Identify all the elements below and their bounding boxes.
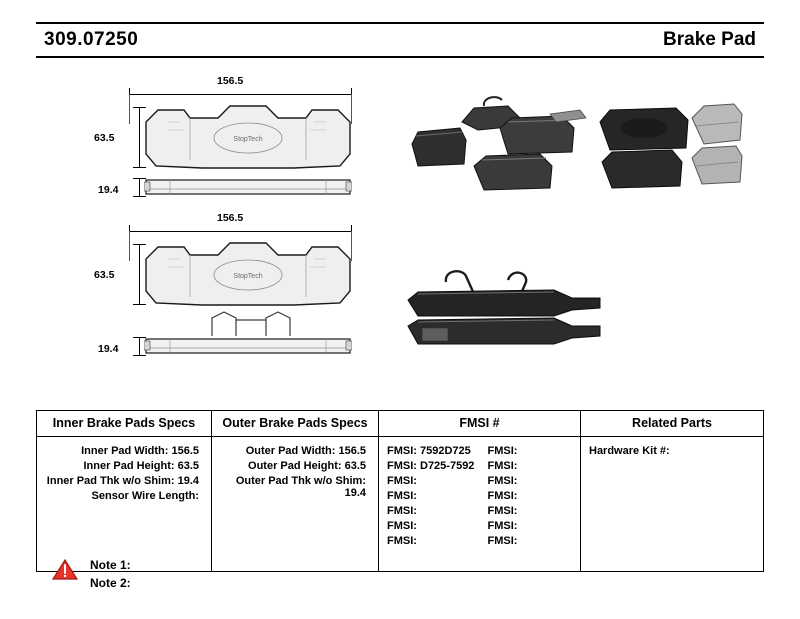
fmsi-left-column bbox=[379, 443, 480, 548]
fmsi-right-4: FMSI: bbox=[487, 504, 518, 517]
inner-pad-side-view bbox=[144, 178, 352, 196]
warning-triangle-icon bbox=[52, 558, 78, 581]
inner-pad-outline bbox=[144, 104, 352, 170]
product-photo-top-art bbox=[404, 92, 744, 197]
fmsi-right-column bbox=[480, 443, 581, 548]
inner-pad-width-row: Inner Pad Width: 156.5 bbox=[81, 444, 199, 457]
document-type: Brake Pad bbox=[663, 29, 756, 50]
hardware-kit-row: Hardware Kit #: bbox=[589, 444, 670, 457]
note-2-label: Note 2: bbox=[90, 576, 131, 590]
outer-specs-header: Outer Brake Pads Specs bbox=[212, 411, 378, 437]
inner-pad-width-dim: 156.5 bbox=[217, 75, 244, 87]
related-parts-header: Related Parts bbox=[581, 411, 763, 437]
inner-pad-thickness-row: Inner Pad Thk w/o Shim: 19.4 bbox=[46, 474, 199, 487]
inner-pad-height-row: Inner Pad Height: 63.5 bbox=[83, 459, 199, 472]
inner-specs-header: Inner Brake Pads Specs bbox=[37, 411, 211, 437]
outer-specs-body bbox=[212, 437, 378, 571]
outer-pad-height-row: Outer Pad Height: 63.5 bbox=[248, 459, 366, 472]
inner-ext-left bbox=[129, 94, 130, 124]
inner-pad-drawing bbox=[144, 104, 352, 170]
svg-text:StopTech: StopTech bbox=[233, 273, 263, 280]
inner-pad-thickness-dim: 19.4 bbox=[98, 184, 119, 196]
outer-pad-thickness-dim: 19.4 bbox=[98, 343, 119, 355]
spec-table-row bbox=[36, 410, 764, 572]
outer-pad-side-outline bbox=[144, 337, 352, 355]
outer-thk-dim-line bbox=[139, 337, 140, 355]
spec-tables bbox=[36, 410, 764, 572]
inner-thk-dim-line bbox=[139, 178, 140, 196]
outer-pad-clip-drawing bbox=[206, 310, 296, 338]
inner-specs-body bbox=[37, 437, 211, 571]
svg-text:StopTech: StopTech bbox=[233, 136, 263, 143]
fmsi-left-2: FMSI: bbox=[387, 474, 417, 487]
fmsi-right-5: FMSI: bbox=[487, 519, 518, 532]
product-photo-middle bbox=[404, 268, 604, 358]
fmsi-right-0: FMSI: bbox=[487, 444, 518, 457]
inner-specs-column bbox=[36, 410, 211, 572]
outer-pad-drawing bbox=[144, 241, 352, 307]
fmsi-right-6: FMSI: bbox=[487, 534, 518, 547]
fmsi-header: FMSI # bbox=[379, 411, 580, 437]
fmsi-left-5: FMSI: bbox=[387, 519, 417, 532]
fmsi-left-4: FMSI: bbox=[387, 504, 417, 517]
fmsi-left-3: FMSI: bbox=[387, 489, 417, 502]
fmsi-left-0: FMSI: 7592D725 bbox=[387, 444, 471, 457]
fmsi-left-1: FMSI: D725-7592 bbox=[387, 459, 475, 472]
outer-width-dim-line bbox=[129, 231, 351, 232]
note-1-label: Note 1: bbox=[90, 558, 131, 572]
clip-outline bbox=[206, 310, 296, 338]
outer-specs-column bbox=[211, 410, 378, 572]
part-number: 309.07250 bbox=[44, 29, 139, 50]
outer-pad-side-view bbox=[144, 337, 352, 355]
fmsi-left-6: FMSI: bbox=[387, 534, 417, 547]
outer-pad-outline bbox=[144, 241, 352, 307]
fmsi-grid bbox=[379, 443, 580, 548]
inner-pad-side-outline bbox=[144, 178, 352, 196]
fmsi-right-2: FMSI: bbox=[487, 474, 518, 487]
fmsi-right-1: FMSI: bbox=[487, 459, 518, 472]
outer-pad-thickness-row: Outer Pad Thk w/o Shim: 19.4 bbox=[235, 474, 366, 499]
outer-ext-left bbox=[129, 231, 130, 261]
outer-thk-tick-bottom bbox=[133, 355, 146, 356]
fmsi-right-3: FMSI: bbox=[487, 489, 518, 502]
outer-pad-height-dim: 63.5 bbox=[94, 269, 115, 281]
related-parts-body bbox=[581, 437, 763, 571]
notes-section bbox=[52, 556, 131, 592]
drawing-area bbox=[36, 62, 764, 392]
outer-height-dim-line bbox=[139, 244, 140, 304]
related-parts-column bbox=[580, 410, 764, 572]
fmsi-body bbox=[379, 437, 580, 571]
fmsi-column bbox=[378, 410, 580, 572]
product-photo-top bbox=[404, 92, 744, 197]
outer-pad-width-dim: 156.5 bbox=[217, 212, 244, 224]
sensor-wire-length-row: Sensor Wire Length: bbox=[91, 489, 199, 502]
outer-pad-width-row: Outer Pad Width: 156.5 bbox=[245, 444, 366, 457]
inner-pad-height-dim: 63.5 bbox=[94, 132, 115, 144]
document-header bbox=[36, 22, 764, 58]
inner-height-dim-line bbox=[139, 107, 140, 167]
product-photo-middle-art bbox=[404, 268, 604, 358]
inner-thk-tick-bottom bbox=[133, 196, 146, 197]
